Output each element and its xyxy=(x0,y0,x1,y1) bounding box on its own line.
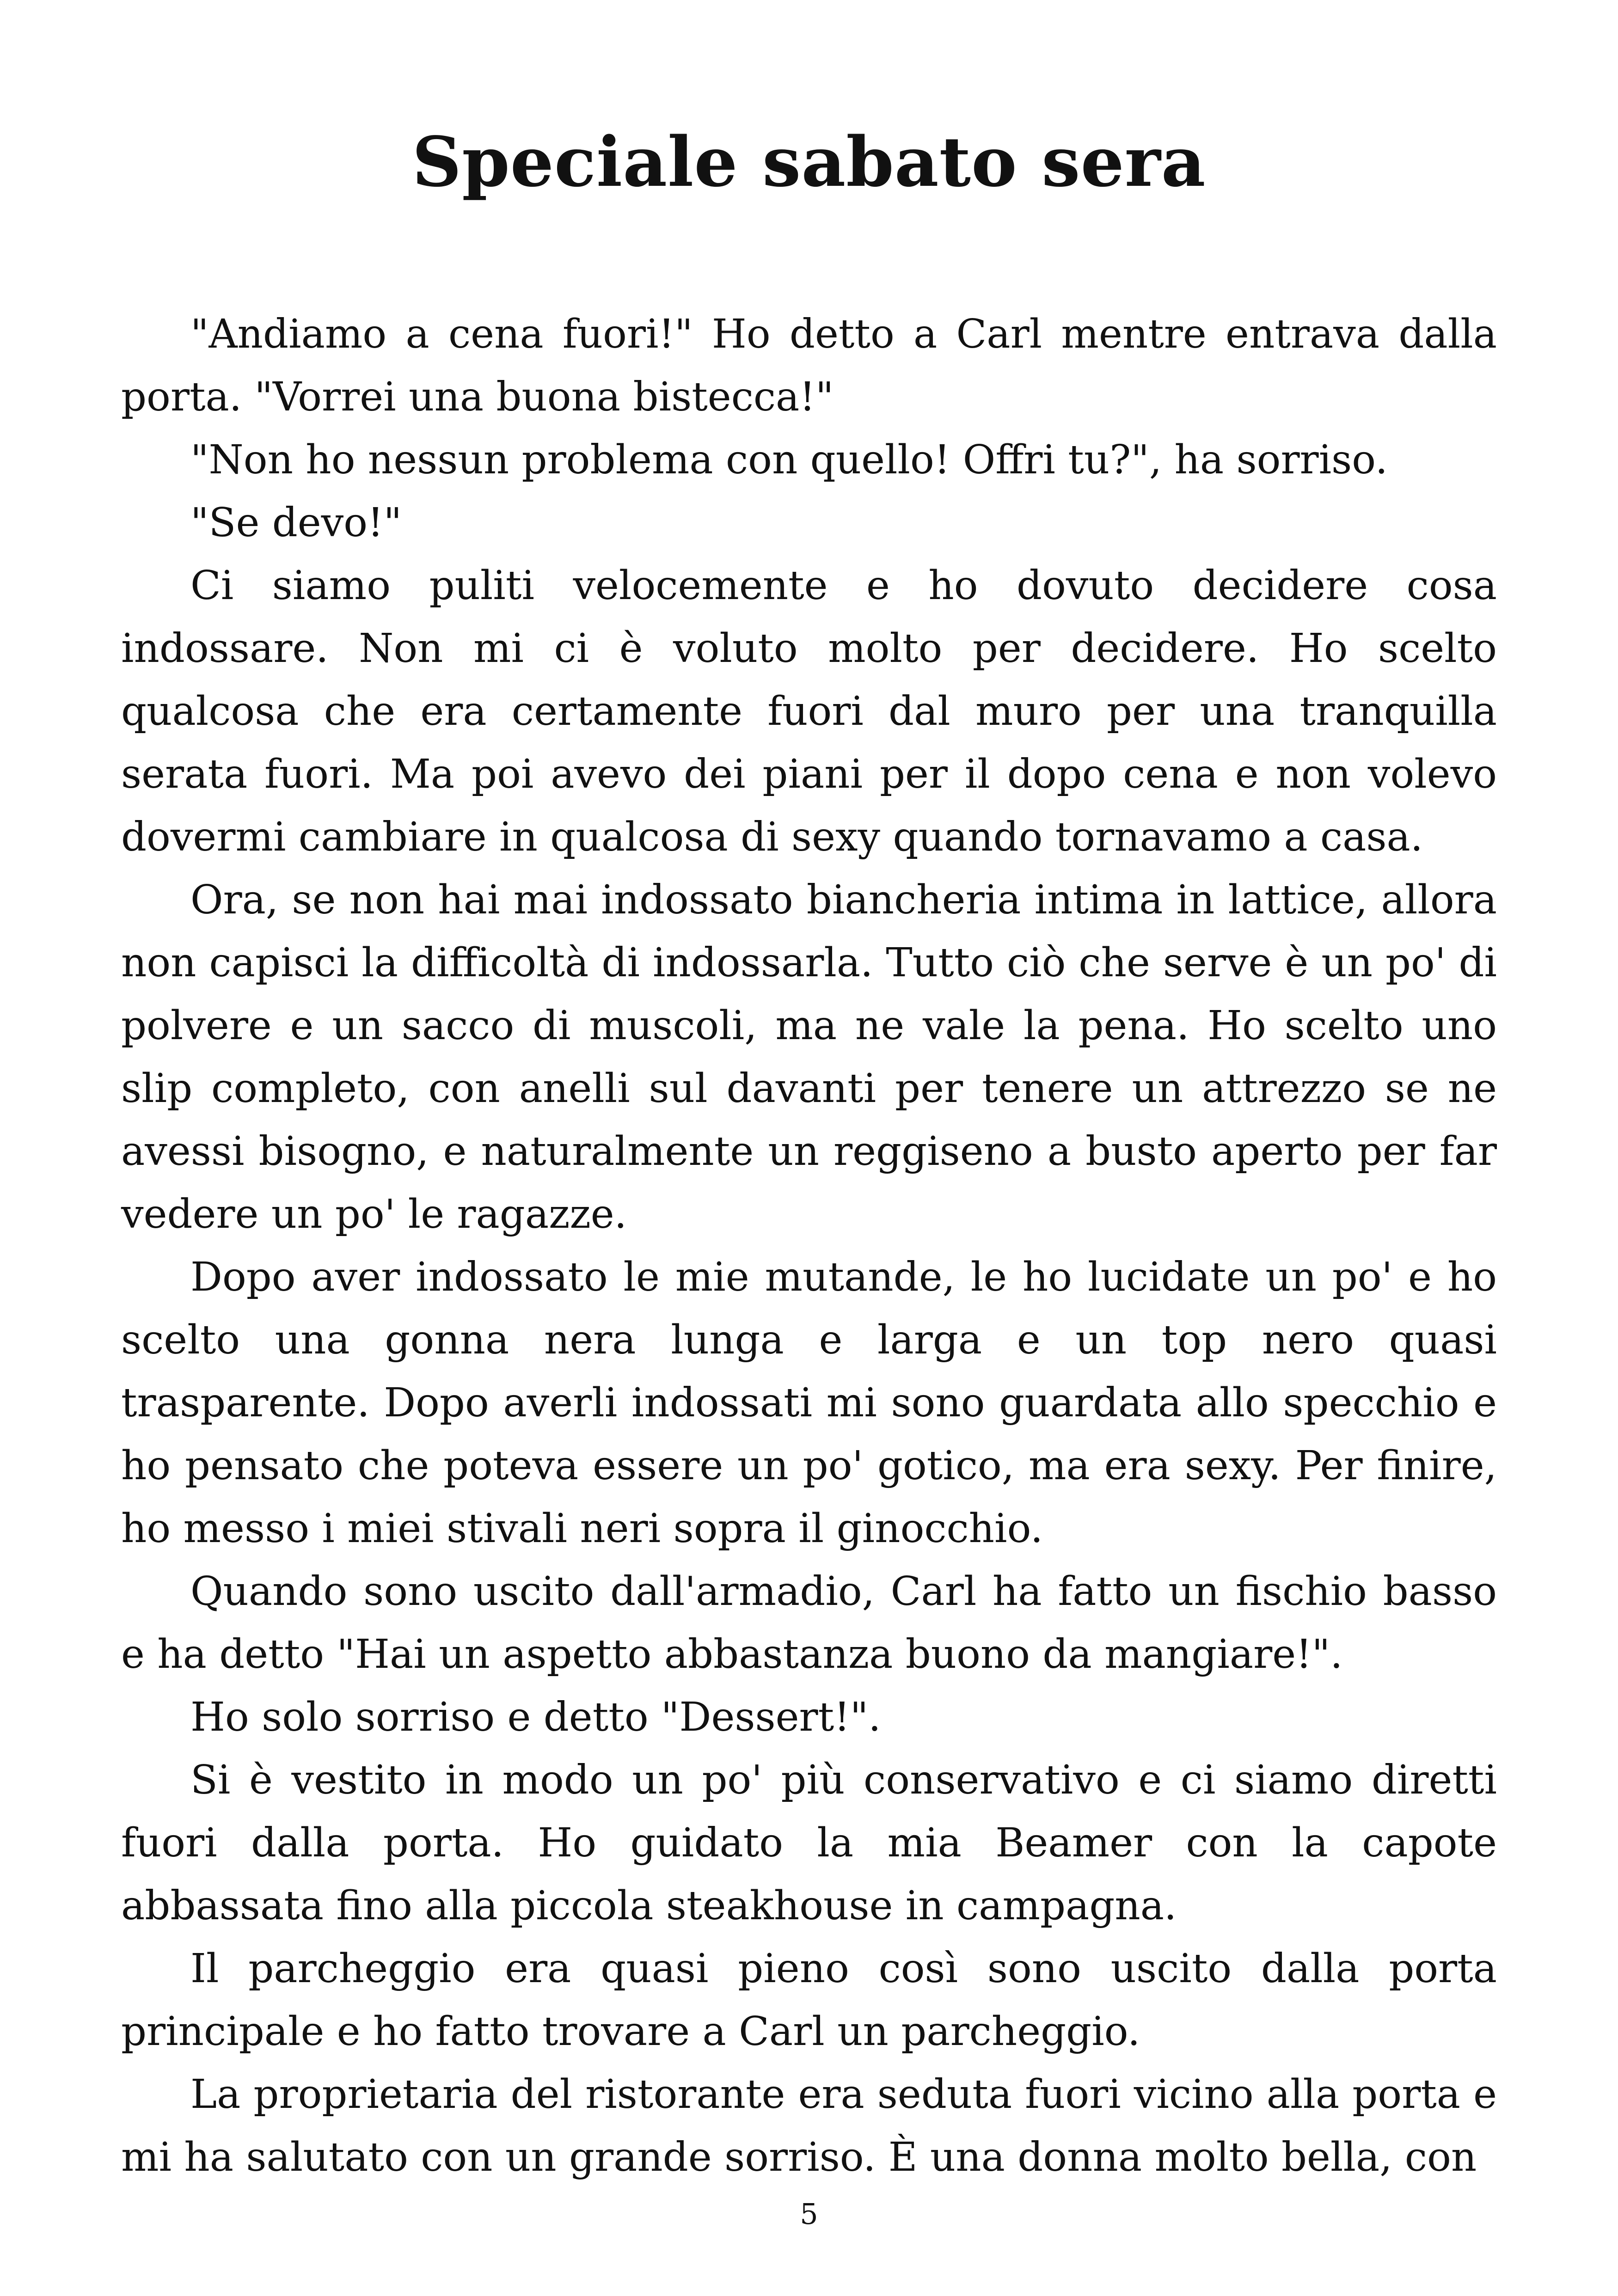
paragraph: Quando sono uscito dall'armadio, Carl ha fatto un fischio basso e ha detto "Hai un aspetto abbastanza buono da mangiare!". xyxy=(121,1568,1497,1678)
paragraph: Ora, se non hai mai indossato biancheria intima in lattice, allora non capisci la difficoltà di indossarla. Tutto ciò che serve è un po' di polvere e un sacco di muscoli, ma ne vale la pena. Ho scelto uno slip completo, con anelli sul davanti per tenere un attrezzo se ne avessi bisogno, e naturalmente un reggiseno a busto aperto per far vedere un po' le ragazze. xyxy=(121,877,1497,1237)
paragraph: La proprietaria del ristorante era seduta fuori vicino alla porta e mi ha salutato con un grande sorriso. È una donna molto bella, con xyxy=(121,2071,1497,2180)
page-title: Speciale sabato sera xyxy=(412,122,1206,202)
paragraph: Si è vestito in modo un po' più conservativo e ci siamo diretti fuori dalla porta. Ho guidato la mia Beamer con la capote abbassata fino alla piccola steakhouse in campagna. xyxy=(121,1757,1497,1929)
paragraph: Il parcheggio era quasi pieno così sono uscito dalla porta principale e ho fatto trovare a Carl un parcheggio. xyxy=(121,1946,1497,2055)
paragraph: "Se devo!" xyxy=(190,500,402,546)
paragraph: "Non ho nessun problema con quello! Offri tu?", ha sorriso. xyxy=(190,437,1388,483)
paragraph: Ho solo sorriso e detto "Dessert!". xyxy=(190,1694,881,1740)
body-text xyxy=(121,303,1497,2189)
paragraph: Ci siamo puliti velocemente e ho dovuto decidere cosa indossare. Non mi ci è voluto molto per decidere. Ho scelto qualcosa che era certamente fuori dal muro per una tranquilla serata fuori. Ma poi avevo dei piani per il dopo cena e non volevo dovermi cambiare in qualcosa di sexy quando tornavamo a casa. xyxy=(121,563,1497,860)
paragraph: Dopo aver indossato le mie mutande, le ho lucidate un po' e ho scelto una gonna nera lunga e larga e un top nero quasi trasparente. Dopo averli indossati mi sono guardata allo specchio e ho pensato che poteva essere un po' gotico, ma era sexy. Per finire, ho messo i miei stivali neri sopra il ginocchio. xyxy=(121,1254,1497,1552)
paragraph: "Andiamo a cena fuori!" Ho detto a Carl mentre entrava dalla porta. "Vorrei una buona bistecca!" xyxy=(121,311,1497,420)
page-number: 5 xyxy=(800,2197,818,2231)
